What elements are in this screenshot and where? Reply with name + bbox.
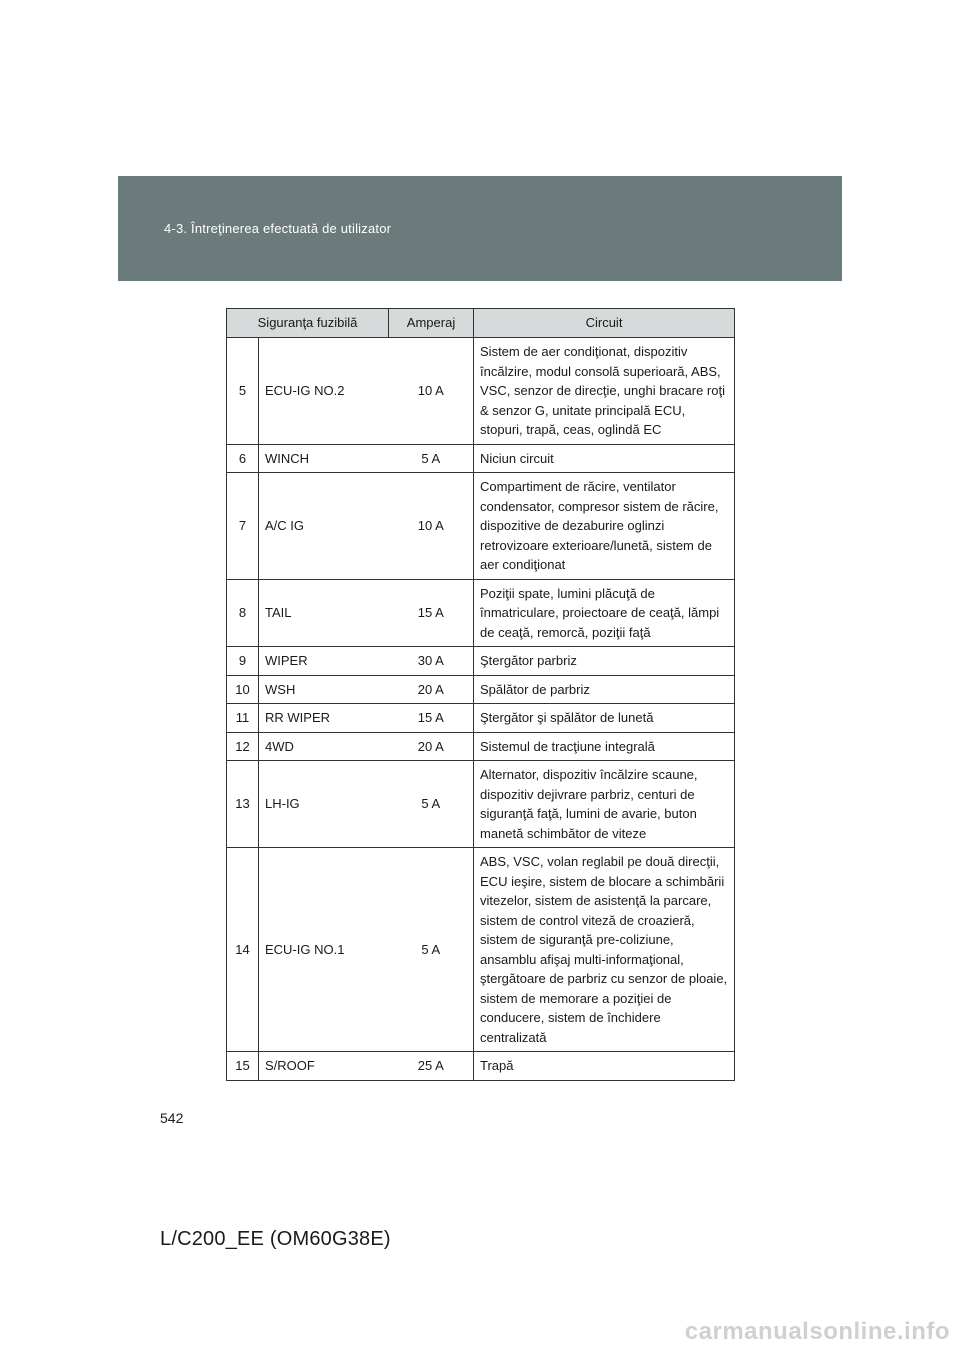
fuse-amperage: 20 A bbox=[389, 732, 474, 761]
page-number: 542 bbox=[160, 1110, 184, 1126]
fuse-circuit: Trapă bbox=[474, 1052, 735, 1081]
table-row bbox=[227, 675, 735, 704]
fuse-name: ECU-IG NO.2 bbox=[259, 338, 389, 445]
fuse-circuit: Poziţii spate, lumini plăcuţă de înmatriculare, proiectoare de ceaţă, lămpi de ceaţă, remorcă, poziţii faţă bbox=[474, 579, 735, 647]
fuse-number: 14 bbox=[227, 848, 259, 1052]
fuse-amperage: 20 A bbox=[389, 675, 474, 704]
fuse-name: 4WD bbox=[259, 732, 389, 761]
fuse-amperage: 5 A bbox=[389, 848, 474, 1052]
table-row bbox=[227, 1052, 735, 1081]
table-row bbox=[227, 732, 735, 761]
fuse-number: 7 bbox=[227, 473, 259, 580]
section-title: 4-3. Întreţinerea efectuată de utilizator bbox=[164, 221, 392, 236]
table-row bbox=[227, 444, 735, 473]
fuse-name: WSH bbox=[259, 675, 389, 704]
column-header-circuit: Circuit bbox=[474, 309, 735, 338]
fuse-name: ECU-IG NO.1 bbox=[259, 848, 389, 1052]
fuse-circuit: Sistem de aer condiţionat, dispozitiv încălzire, modul consolă superioară, ABS, VSC, senzor de direcţie, unghi bracare roţi & senzor G, unitate principală ECU, stopuri, trapă, ceas, oglindă EC bbox=[474, 338, 735, 445]
fuse-name: S/ROOF bbox=[259, 1052, 389, 1081]
fuse-number: 12 bbox=[227, 732, 259, 761]
table-row bbox=[227, 848, 735, 1052]
fuse-table bbox=[226, 308, 735, 1081]
fuse-number: 9 bbox=[227, 647, 259, 676]
fuse-number: 5 bbox=[227, 338, 259, 445]
fuse-circuit: Compartiment de răcire, ventilator condensator, compresor sistem de răcire, dispozitive de dezaburire oglinzi retrovizoare exterioare/lunetă, sistem de aer condiţionat bbox=[474, 473, 735, 580]
fuse-circuit: Alternator, dispozitiv încălzire scaune, dispozitiv dejivrare parbriz, centuri de siguranţă faţă, lumini de avarie, buton manetă schimbător de viteze bbox=[474, 761, 735, 848]
fuse-circuit: Spălător de parbriz bbox=[474, 675, 735, 704]
fuse-name: A/C IG bbox=[259, 473, 389, 580]
fuse-number: 13 bbox=[227, 761, 259, 848]
fuse-name: TAIL bbox=[259, 579, 389, 647]
fuse-number: 6 bbox=[227, 444, 259, 473]
table-row bbox=[227, 473, 735, 580]
column-header-amperage: Amperaj bbox=[389, 309, 474, 338]
fuse-name: LH-IG bbox=[259, 761, 389, 848]
table-row bbox=[227, 338, 735, 445]
table-row bbox=[227, 579, 735, 647]
fuse-amperage: 15 A bbox=[389, 579, 474, 647]
fuse-amperage: 30 A bbox=[389, 647, 474, 676]
table-row bbox=[227, 704, 735, 733]
fuse-name: WINCH bbox=[259, 444, 389, 473]
table-row bbox=[227, 761, 735, 848]
fuse-number: 15 bbox=[227, 1052, 259, 1081]
fuse-number: 11 bbox=[227, 704, 259, 733]
fuse-name: WIPER bbox=[259, 647, 389, 676]
fuse-number: 8 bbox=[227, 579, 259, 647]
fuse-number: 10 bbox=[227, 675, 259, 704]
fuse-circuit: Ştergător şi spălător de lunetă bbox=[474, 704, 735, 733]
fuse-amperage: 10 A bbox=[389, 338, 474, 445]
section-header bbox=[118, 176, 842, 281]
fuse-amperage: 25 A bbox=[389, 1052, 474, 1081]
table-header-row bbox=[227, 309, 735, 338]
fuse-circuit: ABS, VSC, volan reglabil pe două direcţii, ECU ieşire, sistem de blocare a schimbării vitezelor, sistem de asistenţă la parcare, sistem de control viteză de croazieră, sistem de siguranţă pre-coliziune, ansamblu afişaj multi-informaţional, ştergătoare de parbriz cu senzor de ploaie, sistem de memorare a poziţiei de conducere, sistem de închidere centralizată bbox=[474, 848, 735, 1052]
fuse-circuit: Sistemul de tracţiune integrală bbox=[474, 732, 735, 761]
fuse-amperage: 15 A bbox=[389, 704, 474, 733]
fuse-amperage: 5 A bbox=[389, 444, 474, 473]
fuse-circuit: Ştergător parbriz bbox=[474, 647, 735, 676]
fuse-circuit: Niciun circuit bbox=[474, 444, 735, 473]
table-row bbox=[227, 647, 735, 676]
watermark: carmanualsonline.info bbox=[684, 1318, 950, 1345]
table-body bbox=[227, 338, 735, 1081]
fuse-amperage: 10 A bbox=[389, 473, 474, 580]
fuse-amperage: 5 A bbox=[389, 761, 474, 848]
fuse-name: RR WIPER bbox=[259, 704, 389, 733]
column-header-fuse: Siguranţa fuzibilă bbox=[227, 309, 389, 338]
document-code: L/C200_EE (OM60G38E) bbox=[160, 1228, 391, 1250]
